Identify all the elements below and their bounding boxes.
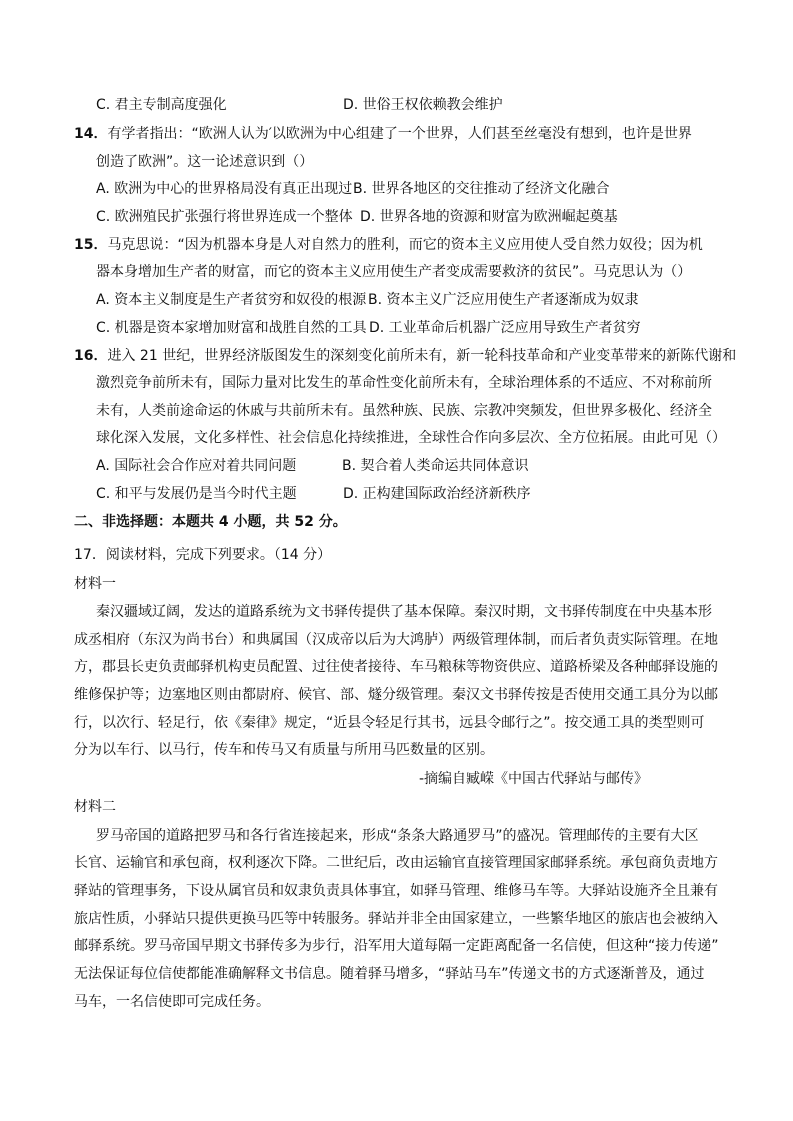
material-2-line: 长官、运输官和承包商，权利逐次下降。二世纪后，改由运输官直接管理国家邮驿系统。承包商负责地方 (74, 855, 718, 871)
q15-number: 15． (74, 237, 108, 253)
q16-text-1: 进入 21 世纪，世界经济版图发生的深刻变化前所未有，新一轮科技革命和产业变革带来的新陈代谢和 (107, 348, 737, 364)
q14-stem-line-2: 创造了欧洲”。这一论述意识到（） (96, 154, 314, 170)
q16-option-d: D. 正构建国际政治经济新秩序 (343, 486, 531, 502)
q14-text-1: 有学者指出：“欧洲人认为′以欧洲为中心组建了一个世界，人们甚至丝毫没有想到，也许是世界 (107, 126, 692, 142)
material-2-line: 无法保证每位信使都能准确解释文书信息。随着驿马增多，“驿站马车”传递文书的方式逐渐普及，通过 (74, 966, 705, 982)
material-2-line: 邮驿系统。罗马帝国早期文书驿传多为步行，沿军用大道每隔一定距离配备一名信使，但这种“接力传递” (74, 938, 719, 954)
q16-stem-line-1 (74, 346, 736, 366)
material-1-line: 行，以次行、轻足行，依《秦律》规定，“近县令轻足行其书，远县令邮行之”。按交通工具的类型则可 (74, 715, 705, 731)
q15-option-d: D. 工业革命后机器广泛应用导致生产者贫穷 (369, 320, 641, 336)
q16-option-b: B. 契合着人类命运共同体意识 (342, 458, 529, 474)
q15-stem-line-1 (74, 235, 703, 255)
q13-option-c: C. 君主专制高度强化 (96, 97, 227, 113)
q15-option-a: A. 资本主义制度是生产者贫穷和奴役的根源 (96, 292, 367, 308)
material-2-line: 罗马帝国的道路把罗马和各行省连接起来，形成“条条大路通罗马”的盛况。管理邮传的主要有大区 (96, 828, 699, 844)
material-1-label: 材料一 (74, 576, 116, 592)
q15-stem-line-2: 器本身增加生产者的财富，而它的资本主义应用使生产者变成需要救济的贫民”。马克思认为（） (96, 264, 692, 280)
q15-option-b: B. 资本主义广泛应用使生产者逐渐成为奴隶 (368, 292, 639, 308)
material-2-line: 旅店性质，小驿站只提供更换马匹等中转服务。驿站并非全由国家建立，一些繁华地区的旅店也会被纳入 (74, 911, 718, 927)
section-heading: 二、非选择题：本题共 4 小题，共 52 分。 (74, 514, 347, 530)
q14-number: 14． (74, 126, 108, 142)
q15-text-1: 马克思说：“因为机器本身是人对自然力的胜利，而它的资本主义应用使人受自然力奴役；因为机 (107, 237, 703, 253)
q16-option-a: A. 国际社会合作应对着共同问题 (96, 458, 297, 474)
material-2-line: 马车，一名信使即可完成任务。 (74, 994, 270, 1010)
material-2-label: 材料二 (74, 799, 116, 815)
q13-option-d: D. 世俗王权依赖教会维护 (343, 97, 503, 113)
q14-option-c: C. 欧洲殖民扩张强行将世界连成一个整体 (96, 209, 353, 225)
q16-stem-line-2: 激烈竞争前所未有，国际力量对比发生的革命性变化前所未有，全球治理体系的不适应、不对称前所 (96, 375, 712, 391)
material-1-line: 方，郡县长吏负责邮驿机构吏员配置、过往使者接待、车马粮秣等物资供应、道路桥梁及各种邮驿设施的 (74, 659, 718, 675)
material-1-line: 秦汉疆域辽阔，发达的道路系统为文书驿传提供了基本保障。秦汉时期，文书驿传制度在中央基本形 (96, 604, 712, 620)
q16-stem-line-4: 球化深入发展，文化多样性、社会信息化持续推进，全球性合作向多层次、全方位拓展。由此可见（） (96, 430, 726, 446)
q16-stem-line-3: 未有，人类前途命运的休戚与共前所未有。虽然种族、民族、宗教冲突频发，但世界多极化、经济全 (96, 403, 712, 419)
q14-option-b: B. 世界各地区的交往推动了经济文化融合 (353, 181, 610, 197)
q17-title: 17．阅读材料，完成下列要求。（14 分） (74, 547, 332, 563)
material-1-line: 成丞相府（东汉为尚书台）和典属国（汉成帝以后为大鸿胪）两级管理体制，而后者负责实际管理。在地 (74, 632, 718, 648)
q14-stem-line-1 (74, 124, 692, 144)
q15-option-c: C. 机器是资本家增加财富和战胜自然的工具 (96, 320, 367, 336)
material-1-line: 分为以车行、以马行，传车和传马又有质量与所用马匹数量的区别。 (74, 742, 494, 758)
q14-option-d: D. 世界各地的资源和财富为欧洲崛起奠基 (360, 209, 618, 225)
material-1-source: -摘编自臧嵘《中国古代驿站与邮传》 (419, 771, 649, 787)
q16-number: 16． (74, 348, 108, 364)
q16-option-c: C. 和平与发展仍是当今时代主题 (96, 486, 297, 502)
material-1-line: 维修保护等；边塞地区则由都尉府、候官、部、燧分级管理。秦汉文书驿传按是否使用交通工具分为以邮 (74, 687, 718, 703)
material-2-line: 驿站的管理事务，下设从属官员和奴隶负责具体事宜，如驿马管理、维修马车等。大驿站设施齐全且兼有 (74, 883, 718, 899)
q14-option-a: A. 欧洲为中心的世界格局没有真正出现过 (96, 181, 353, 197)
